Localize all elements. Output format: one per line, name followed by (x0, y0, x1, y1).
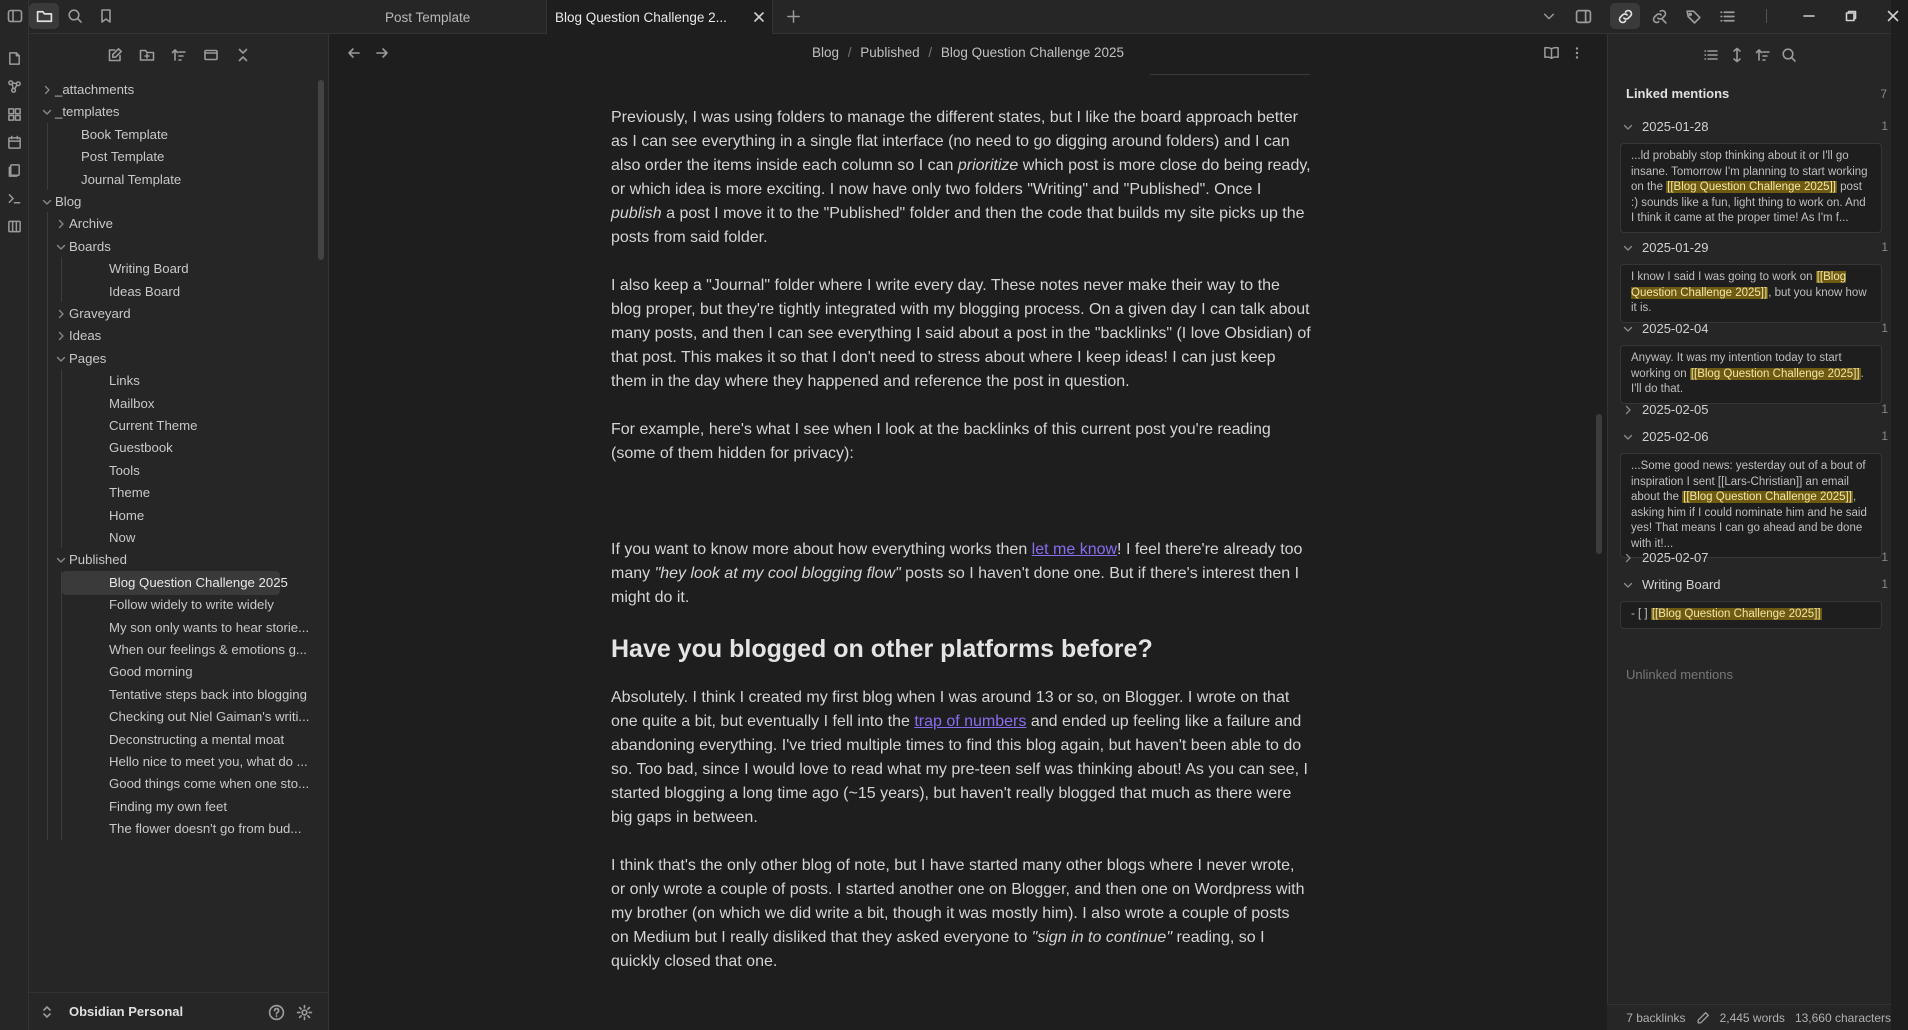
file-explorer (29, 34, 329, 1030)
new-tab-button[interactable] (778, 0, 808, 32)
backlink-group-header[interactable] (1618, 547, 1892, 569)
note-content[interactable] (611, 106, 1311, 998)
editor-scrollbar[interactable] (1596, 414, 1602, 554)
backlink-group-header[interactable] (1618, 318, 1892, 340)
file-item[interactable]: Guestbook (109, 440, 173, 456)
highlighted-link: [[Blog Question Challenge 2025]] (1631, 271, 1847, 299)
file-item[interactable]: When our feelings & emotions g... (109, 642, 307, 657)
backlink-context-card[interactable]: Anyway. It was my intention today to start working on [[Blog Question Challenge 2025]]. I'll do that. (1620, 345, 1882, 404)
word-count: 2,445 words (1719, 1010, 1785, 1025)
hidden-embed-space (611, 490, 1311, 538)
tags-tab-button[interactable] (1678, 0, 1708, 32)
unlinked-mentions-heading[interactable]: Unlinked mentions (1626, 667, 1733, 682)
backlink-group-header[interactable] (1618, 237, 1892, 259)
embed-divider (1150, 74, 1310, 75)
folder-item[interactable]: Published (69, 552, 127, 568)
file-item[interactable]: Hello nice to meet you, what do ... (109, 754, 308, 769)
paragraph: I think that's the only other blog of note, but I have started many other blogs where I never wrote, or only wrote a couple of posts. I started another one on Blogger, and then one on Wordpress with my brother (on which we did write a bit, though it was mostly him). I also wrote a couple of posts on Medium but I really disliked that they asked everyone to "sign in to continue" reading, so I quickly closed that one. (611, 857, 1305, 970)
breadcrumb-separator: / (847, 45, 852, 60)
section-heading: Have you blogged on other platforms before? (611, 635, 1153, 663)
backlink-source: 2025-02-05 (1642, 402, 1709, 417)
chevron-right-icon[interactable] (1622, 552, 1634, 564)
highlighted-link: [[Blog Question Challenge 2025]] (1690, 367, 1860, 380)
breadcrumb-published[interactable]: Published (860, 45, 920, 60)
file-item[interactable]: Links (109, 373, 140, 389)
tab-blog-question-challenge[interactable] (546, 0, 773, 34)
file-explorer-toolbar (29, 34, 328, 76)
settings-gear-icon[interactable] (296, 1004, 313, 1021)
file-item[interactable]: Checking out Niel Gaiman's writi... (109, 709, 310, 725)
backlinks-toolbar (1608, 34, 1891, 76)
file-item[interactable]: Post Template (81, 149, 165, 165)
minimize-button[interactable] (1794, 0, 1824, 32)
file-item[interactable]: Good things come when one sto... (109, 776, 310, 792)
pencil-edit-icon[interactable] (1696, 1011, 1710, 1025)
file-item[interactable]: Book Template (81, 126, 168, 142)
chevron-right-icon[interactable] (55, 308, 67, 320)
backlink-source: 2025-02-07 (1642, 550, 1709, 565)
file-item[interactable]: Ideas Board (109, 283, 181, 299)
folder-item[interactable]: Graveyard (69, 306, 131, 321)
backlink-count: 1 (1881, 321, 1888, 335)
file-item[interactable]: Mailbox (109, 395, 155, 411)
tab-label: Blog Question Challenge 2... (555, 9, 727, 25)
chevron-right-icon[interactable] (55, 330, 67, 342)
show-search-filter-icon[interactable] (1781, 47, 1797, 63)
vault-name: Obsidian Personal (69, 1004, 184, 1019)
title-bar (29, 0, 1891, 34)
file-item[interactable]: Now (109, 530, 136, 545)
backlinks-panel (1607, 34, 1891, 1030)
backlink-context-card[interactable]: ...Some good news: yesterday out of a bout of inspiration I sent [[Lars-Christian]] an email about the [[Blog Question Challenge 2025]], asking him if I could nominate him and he said yes! That means I can go ahead and be done with it!... (1620, 453, 1882, 558)
chevron-right-icon[interactable] (41, 84, 53, 96)
backlink-context-card[interactable]: ...ld probably stop thinking about it or I'll go insane. Tomorrow I'm planning to start working on the [[Blog Question Challenge 2025]] post :) sounds like a fun, light thing to work on. And I think it came at the proper time! As I'm f... (1620, 143, 1882, 233)
linked-mentions-count: 7 (1880, 87, 1887, 101)
backlink-group-header[interactable] (1618, 574, 1892, 596)
files-tab-button[interactable] (29, 3, 59, 29)
backlink-group-header[interactable] (1618, 426, 1892, 448)
reading-view-book-icon[interactable] (1543, 45, 1560, 61)
file-item[interactable]: Deconstructing a mental moat (109, 731, 285, 747)
toggle-left-sidebar-icon[interactable] (0, 2, 29, 30)
change-sort-order-icon[interactable] (1755, 47, 1771, 63)
breadcrumb-note-title[interactable]: Blog Question Challenge 2025 (940, 45, 1125, 60)
breadcrumb-separator: / (928, 45, 933, 60)
chevron-down-icon[interactable] (1622, 431, 1634, 443)
chevron-down-icon[interactable] (1622, 121, 1634, 133)
chevron-down-icon[interactable] (41, 196, 53, 208)
backlink-count: 1 (1881, 550, 1888, 564)
chevron-right-icon[interactable] (1622, 404, 1634, 416)
chevron-down-icon[interactable] (55, 353, 67, 365)
daily-note-icon[interactable] (0, 128, 29, 156)
collapse-results-icon[interactable] (1703, 47, 1719, 63)
backlink-source: 2025-01-29 (1642, 240, 1709, 255)
backlink-group-header[interactable] (1618, 399, 1892, 421)
let-me-know-link[interactable]: let me know (1031, 541, 1118, 558)
more-options-icon[interactable] (1569, 45, 1585, 61)
sort-icon[interactable] (168, 44, 190, 66)
file-item[interactable]: Home (109, 507, 145, 523)
folder-item[interactable]: Blog (55, 194, 82, 209)
restore-button[interactable] (1836, 0, 1866, 32)
backlink-count: 1 (1881, 240, 1888, 254)
folder-item[interactable]: Archive (69, 216, 113, 232)
highlighted-link: [[Blog Question Challenge 2025]] (1683, 491, 1852, 503)
breadcrumb-blog[interactable]: Blog (811, 45, 839, 60)
tab-post-template[interactable] (300, 0, 575, 34)
editor-pane (330, 34, 1606, 1030)
close-window-button[interactable] (1878, 0, 1908, 32)
toggle-right-sidebar-icon[interactable] (1568, 0, 1598, 32)
folder-item[interactable]: Pages (69, 350, 107, 366)
paragraph: Absolutely. I think I created my first blog when I was around 13 or so, on Blogger. I wrote on that one quite a bit, but eventually I fell into the trap of numbers and ended up feeling like a failure and abandoning everything. I've tried multiple times to find this blog again, but haven't been able to do so. Too bad, since I would love to read what my pre-teen self was thinking about! As you can see, I started blogging a long time ago (~15 years), but haven't really blogged that much as there were big gaps in between. (611, 689, 1308, 826)
new-note-icon[interactable] (104, 44, 126, 66)
show-more-context-icon[interactable] (1729, 47, 1745, 63)
tab-label: Post Template (385, 9, 471, 25)
file-item[interactable]: Journal Template (81, 171, 182, 187)
chevron-down-icon[interactable] (1622, 242, 1634, 254)
outline-tab-button[interactable] (1712, 0, 1742, 32)
paragraph: If you want to know more about how everything works then let me know! I feel there're already too many "hey look at my cool blogging flow" posts so I haven't done one. But if there's interest then I might do it. (611, 541, 1303, 606)
paragraph: Previously, I was using folders to manage the different states, but I like the board approach better as I can see everything in a single flat interface (no need to go digging around folders) and I can also order the items inside each column so I can prioritize which post is more close do being ready, or which idea is more exciting. I now have only two folders "Writing" and "Published". Once I publish a post I move it to the "Published" folder and then the code that builds my site picks up the posts from said folder. (611, 109, 1311, 246)
indent-guide (47, 123, 48, 190)
breadcrumb (330, 45, 1606, 60)
backlink-context-card[interactable]: - [ ] [[Blog Question Challenge 2025]] (1620, 601, 1882, 629)
indent-guide (61, 369, 62, 548)
backlink-count: 1 (1881, 402, 1888, 416)
file-item[interactable]: My son only wants to hear storie... (109, 619, 310, 635)
backlinks-count[interactable]: 7 backlinks (1626, 1010, 1686, 1025)
chevron-down-icon[interactable] (1622, 323, 1634, 335)
backlink-count: 1 (1881, 577, 1888, 591)
folder-item[interactable]: Ideas (69, 328, 102, 344)
sidebar-scrollbar[interactable] (318, 80, 324, 260)
character-count: 13,660 characters (1794, 1010, 1891, 1025)
linked-mentions-heading[interactable]: Linked mentions (1626, 86, 1730, 101)
new-folder-icon[interactable] (136, 44, 158, 66)
graph-view-icon[interactable] (0, 72, 29, 100)
status-bar (1607, 1004, 1891, 1030)
templates-icon[interactable] (0, 156, 29, 184)
chevron-down-icon[interactable] (55, 554, 67, 566)
indent-guide (61, 257, 62, 302)
folder-item[interactable]: Boards (69, 238, 111, 254)
file-item[interactable]: Current Theme (109, 418, 198, 433)
close-tab-icon[interactable] (753, 11, 765, 23)
collapse-all-icon[interactable] (232, 44, 254, 66)
file-item[interactable]: Writing Board (109, 261, 189, 277)
folder-item[interactable]: _templates (55, 104, 120, 120)
file-item[interactable]: Tentative steps back into blogging (109, 686, 307, 702)
chevron-right-icon[interactable] (55, 218, 67, 230)
chevron-down-icon[interactable] (55, 241, 67, 253)
backlink-count: 1 (1881, 119, 1888, 133)
paragraph: I also keep a "Journal" folder where I write every day. These notes never make their way to the blog proper, but they're tightly integrated with my blogging process. On a given day I can talk about many posts, and then I can see everything I said about a post in the "backlinks" (I love Obsidian) of that post. This makes it so that I don't need to stress about where I keep ideas! I can just keep them in the day where they happened and reference the post in question. (611, 277, 1311, 390)
bookmarks-tab-button[interactable] (91, 0, 121, 32)
folder-item[interactable]: _attachments (55, 82, 135, 97)
trap-of-numbers-link[interactable]: trap of numbers (914, 713, 1027, 730)
file-item[interactable]: The flower doesn't go from bud... (109, 821, 302, 837)
tab-list-chevron-down-icon[interactable] (1534, 0, 1564, 32)
indent-guide (61, 571, 62, 840)
backlink-source: 2025-02-06 (1642, 429, 1709, 444)
auto-reveal-icon[interactable] (200, 44, 222, 66)
backlinks-tab-button[interactable] (1610, 3, 1640, 29)
highlighted-link: [[Blog Question Challenge 2025]] (1651, 608, 1821, 620)
canvas-icon[interactable] (0, 100, 29, 128)
highlighted-link: [[Blog Question Challenge 2025]] (1667, 181, 1836, 193)
toolbar-divider (1766, 9, 1767, 23)
paragraph: For example, here's what I see when I look at the backlinks of this current post you're reading (some of them hidden for privacy): (611, 421, 1271, 462)
chevron-down-icon[interactable] (1622, 579, 1634, 591)
vault-chevron-icon (41, 1005, 53, 1019)
file-item[interactable]: Theme (109, 485, 151, 501)
file-item[interactable]: Good morning (109, 664, 193, 680)
backlink-count: 1 (1881, 429, 1888, 443)
left-ribbon (0, 0, 29, 1030)
file-item[interactable]: Finding my own feet (109, 798, 228, 814)
view-header (330, 34, 1606, 72)
backlink-source: 2025-01-28 (1642, 119, 1709, 134)
indent-guide (47, 212, 48, 839)
help-icon[interactable] (268, 1004, 285, 1021)
chevron-down-icon[interactable] (41, 106, 53, 118)
command-palette-icon[interactable] (0, 184, 29, 212)
board-icon[interactable] (0, 212, 29, 240)
backlink-context-card[interactable]: I know I said I was going to work on [[Blog Question Challenge 2025]], but you know how it is. (1620, 264, 1882, 323)
open-quick-switcher-icon[interactable] (0, 44, 29, 72)
search-tab-button[interactable] (60, 0, 90, 32)
file-item[interactable]: Blog Question Challenge 2025 (62, 571, 280, 595)
backlink-source: Writing Board (1642, 577, 1721, 592)
backlink-group-header[interactable] (1618, 116, 1892, 138)
vault-switcher[interactable] (29, 992, 329, 1030)
file-item[interactable]: Follow widely to write widely (109, 597, 274, 613)
file-tree (29, 76, 329, 1016)
file-item[interactable]: Tools (109, 462, 140, 478)
backlink-source: 2025-02-04 (1642, 321, 1709, 336)
outgoing-links-tab-button[interactable] (1644, 0, 1674, 32)
